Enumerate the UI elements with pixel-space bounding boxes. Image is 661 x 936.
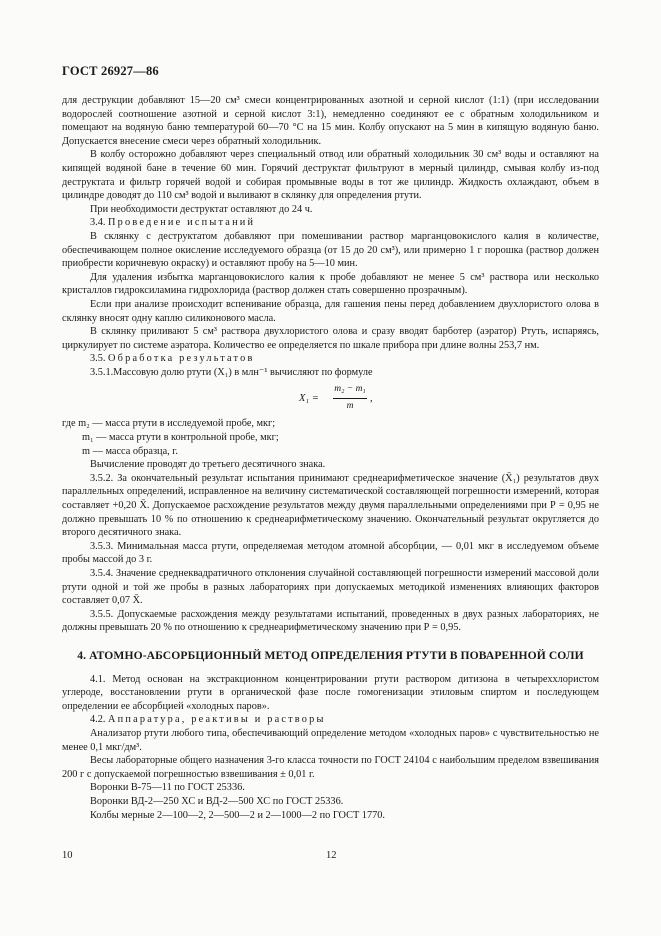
paragraph: Если при анализе происходит вспенивание образца, для гашения пены перед добавлением двухлористого олова в склянку вносят одну каплю силиконового масла. <box>62 298 599 324</box>
paragraph: 3.5.2. За окончательный результат испытания принимают среднеарифметическое значение (X̄₁) результатов двух параллельных определений, исправленное на величину систематической составляющей погрешности измерений, которая составляет +0,20 X̄. Допускаемое расхождение результатов между двумя параллельными определениями при Р = 0,95 не должно превышать 10 % по отношению к среднеарифметическому значению. Окончательный результат округляется до второго десятичного знака. <box>62 472 599 539</box>
section-title: Проведение испытаний <box>108 217 256 229</box>
paragraph: Анализатор ртути любого типа, обеспечивающий определение методом «холодных паров» с чувствительностью не менее 0,1 мкг/дм³. <box>62 727 599 753</box>
section-title: Обработка результатов <box>108 353 255 365</box>
paragraph: Вычисление проводят до третьего десятичного знака. <box>90 459 326 471</box>
formula-denominator: m <box>346 401 354 412</box>
section-title: Аппаратура, реактивы и растворы <box>108 714 326 726</box>
paragraph: 4.1. Метод основан на экстракционном концентрировании ртути раствором дитизона в четыреххлористом углероде, восстановлении ртути в органической фазе после гомогенизации этиловым спиртом и последующем определении ее абсорбцией «холодных паров». <box>62 673 599 712</box>
section-number: 3.4. <box>90 217 106 229</box>
formula <box>299 383 599 413</box>
paragraph: 3.5.5. Допускаемые расхождения между результатами испытаний, проведенных в двух разных лабораториях, не должны превышать 20 % по отношению к среднеарифметическому значению при Р = 0,95. <box>62 608 599 634</box>
formula-comma: , <box>370 393 373 405</box>
paragraph: В склянку приливают 5 см³ раствора двухлористого олова и сразу вводят барботер (аэратор) Ртуть, испаряясь, циркулирует по системе аэратора. Количество ее определяется по шкале прибора при длине волны 253,7 нм. <box>62 326 599 351</box>
section-number: 4.2. <box>90 714 106 726</box>
variable-definitions <box>62 417 599 458</box>
section-heading-3-5 <box>62 352 599 366</box>
formula-fraction <box>333 383 367 413</box>
paragraph: Воронки ВД-2—250 ХС и ВД-2—500 ХС по ГОСТ 25336. <box>90 795 344 807</box>
paragraph: для деструкции добавляют 15—20 см³ смеси концентрированных азотной и серной кислот (1:1) (при исследовании водорослей соотношение азотной и серной кислот 3:1), немедленно соединяют ее с обратным холодильником и помещают на водяную баню температурой 60—70 °С на 15 мин. Колбу опускают на 5 мин в кипящую водяную баню. Допускается внесение смеси через обратный холодильник. <box>62 95 599 147</box>
page-number-left: 10 <box>62 850 73 861</box>
paragraph: Для удаления избытка марганцовокислого калия к пробе добавляют не менее 5 см³ раствора или несколько кристаллов гидроксиламина гидрохлорида (раствор должен стать совершенно прозрачным). <box>62 271 599 297</box>
paragraph: В колбу осторожно добавляют через специальный отвод или обратный холодильник 30 см³ воды и оставляют на кипящей водяной бане в течение 60 мин. Горячий деструктат фильтруют в мерный цилиндр, смывая колбу из-под деструктата и фильтр горячей водой и собирая промывные воды в тот же цилиндр. Жидкость охлаждают, объем в цилиндре доводят до 110 см³ водой и выливают в склянку для определения ртути. <box>62 149 599 202</box>
section-number: 3.5. <box>90 353 106 365</box>
paragraph: В склянку с деструктатом добавляют при помешивании раствор марганцовокислого калия в количестве, обеспечивающем полное окисление исследуемого образца (от 15 до 20 см³), или примерно 1 г порошка (раствор должен приобрести коричневую окраску) и оставляют пробу на 5—10 мин. <box>62 230 599 270</box>
definition-line: где m₂ — масса ртути в исследуемой пробе, мкг; <box>62 418 276 430</box>
document-header: ГОСТ 26927—86 <box>62 64 159 78</box>
formula-numerator: m₂ − m₁ <box>333 383 367 399</box>
section-heading-4-2 <box>62 713 599 727</box>
paragraph: При необходимости деструктат оставляют до 24 ч. <box>90 203 313 215</box>
definition-line: m — масса образца, г. <box>82 445 178 457</box>
definition-line: m₁ — масса ртути в контрольной пробе, мкг; <box>82 432 279 444</box>
paragraph: Колбы мерные 2—100—2, 2—500—2 и 2—1000—2 по ГОСТ 1770. <box>90 809 385 821</box>
paragraph: 3.5.3. Минимальная масса ртути, определяемая методом атомной абсорбции, — 0,01 мкг в исследуемом объеме пробы массой до 3 г. <box>62 540 599 566</box>
section-4-heading: 4. АТОМНО-АБСОРБЦИОННЫЙ МЕТОД ОПРЕДЕЛЕНИЯ РТУТИ В ПОВАРЕННОЙ СОЛИ <box>77 648 584 662</box>
paragraph: Весы лабораторные общего назначения 3-го класса точности по ГОСТ 24104 с наибольшим пределом взвешивания 200 г с допускаемой погрешностью взвешивания ± 0,01 г. <box>62 755 599 780</box>
formula-lhs: X₁ = <box>299 393 319 405</box>
document-body <box>62 94 599 822</box>
paragraph: 3.5.1.Массовую долю ртути (X₁) в млн⁻¹ вычисляют по формуле <box>90 366 373 378</box>
paragraph: 3.5.4. Значение среднеквадратичного отклонения случайной составляющей погрешности измерений массовой доли ртути одной и той же пробы в разных лабораториях при допускаемых методикой изменениях влияющих факторов составляет 0,07 X̄. <box>62 568 599 607</box>
paragraph: Воронки В-75—11 по ГОСТ 25336. <box>90 782 245 794</box>
page-number-center: 12 <box>326 850 337 861</box>
section-heading-3-4 <box>62 216 599 230</box>
